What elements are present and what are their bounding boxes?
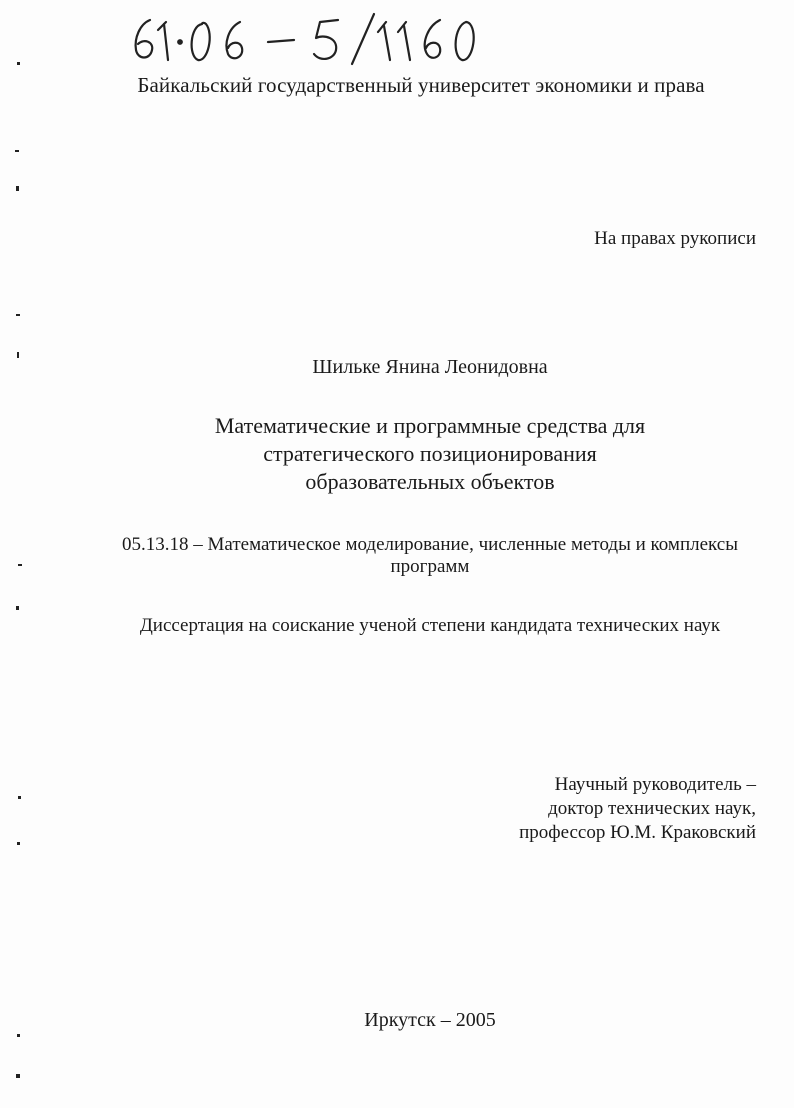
supervisor-line-2: доктор технических наук, bbox=[548, 798, 756, 819]
scan-speck bbox=[17, 62, 20, 65]
scan-speck bbox=[17, 842, 20, 845]
scan-speck bbox=[16, 186, 19, 191]
title-line-3: образовательных объектов bbox=[305, 469, 555, 494]
scan-speck bbox=[17, 352, 19, 358]
specialty-line-1: 05.13.18 – Математическое моделирование, численные методы и комплексы bbox=[122, 534, 738, 555]
scan-speck bbox=[16, 314, 20, 316]
author-name: Шильке Янина Леонидовна bbox=[312, 356, 548, 378]
manuscript-note: На правах рукописи bbox=[594, 228, 756, 249]
supervisor-line-3: профессор Ю.М. Краковский bbox=[519, 822, 756, 843]
city-year: Иркутск – 2005 bbox=[364, 1009, 496, 1031]
scan-speck bbox=[16, 606, 19, 610]
handwritten-call-number-drawing bbox=[128, 10, 488, 66]
scan-speck bbox=[16, 1074, 20, 1078]
title-line-2: стратегического позиционирования bbox=[263, 441, 597, 466]
title-line-1: Математические и программные средства для bbox=[214, 413, 646, 438]
university-name: Байкальский государственный университет экономики и права bbox=[137, 73, 705, 97]
scan-speck bbox=[18, 796, 21, 799]
specialty-line-2: программ bbox=[390, 556, 470, 577]
supervisor-line-1: Научный руководитель – bbox=[554, 774, 756, 795]
handwritten-call-number bbox=[128, 10, 488, 66]
scan-speck bbox=[15, 150, 19, 152]
scan-speck bbox=[18, 564, 22, 566]
dissertation-type: Диссертация на соискание ученой степени кандидата технических наук bbox=[139, 615, 721, 636]
scan-speck bbox=[17, 1034, 20, 1037]
